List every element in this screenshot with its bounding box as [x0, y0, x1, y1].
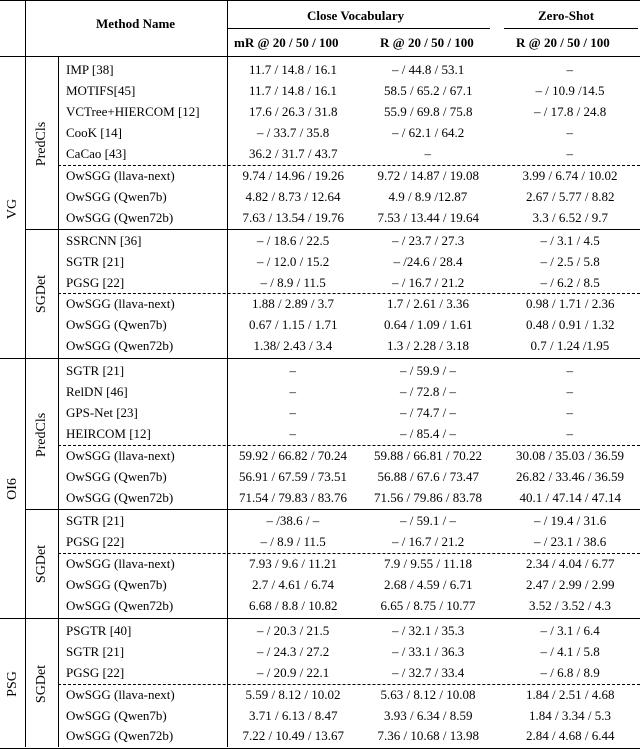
baseline-ours-separator — [58, 553, 640, 554]
table-cell-r: 5.63 / 8.12 / 10.08 — [380, 686, 476, 702]
method-name: PSGTR [40] — [66, 622, 132, 638]
task-divider — [58, 617, 59, 748]
header-col-zs: R @ 20 / 50 / 100 — [516, 35, 610, 50]
method-name: SGTR [21] — [66, 253, 125, 269]
method-name: SGTR [21] — [66, 363, 125, 379]
table-cell-r: – — [424, 145, 431, 161]
table-cell-r: – / 32.7 / 33.4 — [392, 664, 465, 680]
table-cell-r: 1.3 / 2.28 / 3.18 — [387, 338, 469, 354]
method-name: OwSGG (llava-next) — [66, 686, 175, 702]
table-cell-zs: 26.82 / 33.46 / 36.59 — [516, 469, 624, 485]
table-cell-zs: 30.08 / 35.03 / 36.59 — [516, 448, 624, 464]
table-cell-zs: 2.34 / 4.04 / 6.77 — [526, 555, 615, 571]
method-name: OwSGG (Qwen72b) — [66, 728, 174, 744]
task-divider — [58, 357, 59, 616]
table-cell-mr: 71.54 / 79.83 / 83.76 — [239, 490, 347, 505]
method-name: SGTR [21] — [66, 512, 125, 528]
task-label: SGDet — [33, 544, 49, 583]
header-close-vocabulary: Close Vocabulary — [307, 8, 405, 23]
method-name: OwSGG (llava-next) — [66, 555, 175, 571]
header-col-r: R @ 20 / 50 / 100 — [380, 35, 474, 50]
table-cell-zs: 3.52 / 3.52 / 4.3 — [529, 597, 611, 613]
baseline-ours-separator — [58, 293, 640, 294]
dataset-divider — [25, 56, 26, 357]
task-separator — [25, 229, 640, 230]
table-cell-r: 4.9 / 8.9 /12.87 — [388, 188, 468, 204]
table-cell-zs: – / 6.2 / 8.5 — [540, 274, 600, 290]
table-cell-r: – / 59.1 / – — [400, 512, 456, 528]
table-cell-r: 9.72 / 14.87 / 19.08 — [377, 167, 479, 183]
table-cell-r: – / 44.8 / 53.1 — [392, 62, 465, 77]
method-name: HEIRCOM [12] — [66, 426, 151, 442]
method-name: PGSG [22] — [66, 664, 125, 680]
table-cell-mr: – / 24.3 / 27.2 — [257, 643, 330, 659]
table-cell-mr: – / 18.6 / 22.5 — [257, 232, 330, 248]
method-name: OwSGG (Qwen7b) — [66, 576, 167, 592]
table-cell-mr: 3.71 / 6.13 / 8.47 — [249, 707, 338, 723]
header-method-name: Method Name — [96, 16, 176, 31]
table-cell-r: 0.64 / 1.09 / 1.61 — [384, 317, 473, 333]
method-divider — [227, 357, 228, 616]
dataset-divider — [25, 357, 26, 616]
table-cell-mr: – — [289, 405, 296, 421]
dataset-divider — [25, 617, 26, 748]
method-name: SGTR [21] — [66, 643, 125, 659]
table-cell-mr: 11.7 / 14.8 / 16.1 — [249, 62, 337, 77]
table-cell-mr: 59.92 / 66.82 / 70.24 — [239, 448, 347, 464]
header-col-mr: mR @ 20 / 50 / 100 — [234, 35, 339, 50]
table-cell-zs: – / 6.8 / 8.9 — [540, 664, 600, 680]
method-name: IMP [38] — [66, 62, 114, 77]
table-cell-zs: 40.1 / 47.14 / 47.14 — [519, 490, 621, 505]
dataset-separator — [0, 618, 640, 619]
table-cell-r: – / 74.7 / – — [400, 405, 456, 421]
table-cell-mr: – / 20.9 / 22.1 — [257, 664, 330, 680]
task-label: SGDet — [33, 664, 49, 704]
table-cell-zs: 1.84 / 3.34 / 5.3 — [529, 707, 611, 723]
task-label: PredCls — [33, 412, 49, 458]
table-cell-mr: 56.91 / 67.59 / 73.51 — [239, 469, 347, 485]
header-bottom-rule — [0, 56, 640, 57]
table-cell-zs: – / 2.5 / 5.8 — [540, 253, 600, 269]
table-cell-mr: 17.6 / 26.3 / 31.8 — [249, 103, 338, 119]
method-name: OwSGG (Qwen72b) — [66, 209, 174, 225]
table-cell-mr: – — [289, 384, 296, 400]
table-cell-mr: 7.22 / 10.49 / 13.67 — [242, 728, 344, 744]
method-name: CooK [14] — [66, 124, 122, 140]
method-name: OwSGG (llava-next) — [66, 167, 175, 183]
table-cell-zs: – / 23.1 / 38.6 — [534, 533, 607, 549]
table-cell-zs: 0.7 / 1.24 /1.95 — [530, 338, 610, 354]
table-cell-zs: 3.99 / 6.74 / 10.02 — [522, 167, 618, 183]
task-label: SGDet — [33, 274, 49, 313]
table-cell-zs: – — [566, 62, 573, 77]
table-cell-r: – / 32.1 / 35.3 — [392, 622, 465, 638]
table-top-rule — [0, 0, 640, 1]
table-cell-r: 58.5 / 65.2 / 67.1 — [384, 82, 473, 98]
table-cell-mr: 1.88 / 2.89 / 3.7 — [252, 296, 334, 312]
table-cell-mr: – — [289, 363, 296, 379]
table-cell-mr: 0.67 / 1.15 / 1.71 — [249, 317, 338, 333]
dataset-label: VG — [4, 198, 20, 219]
header-divider-left — [25, 0, 26, 56]
method-name: GPS-Net [23] — [66, 405, 138, 421]
method-name: OwSGG (Qwen7b) — [66, 188, 167, 204]
table-cell-zs: – / 3.1 / 6.4 — [540, 622, 600, 638]
method-name: OwSGG (llava-next) — [66, 448, 175, 464]
table-cell-mr: – / 8.9 / 11.5 — [260, 274, 326, 290]
table-cell-mr: 7.93 / 9.6 / 11.21 — [249, 555, 337, 571]
method-name: OwSGG (Qwen72b) — [66, 338, 174, 354]
table-cell-mr: 9.74 / 14.96 / 19.26 — [242, 167, 344, 183]
table-cell-r: 7.36 / 10.68 / 13.98 — [377, 728, 479, 744]
table-cell-mr: – / 8.9 / 11.5 — [260, 533, 326, 549]
table-cell-zs: 2.67 / 5.77 / 8.82 — [526, 188, 615, 204]
method-name: CaCao [43] — [66, 145, 127, 161]
table-cell-zs: – / 4.1 / 5.8 — [540, 643, 600, 659]
table-cell-zs: 3.3 / 6.52 / 9.7 — [532, 209, 608, 225]
method-divider — [227, 617, 228, 748]
table-cell-zs: – / 17.8 / 24.8 — [534, 103, 607, 119]
table-cell-mr: – / 12.0 / 15.2 — [257, 253, 330, 269]
table-cell-zs: – — [566, 124, 573, 140]
table-cell-r: 7.9 / 9.55 / 11.18 — [384, 555, 472, 571]
table-cell-mr: 36.2 / 31.7 / 43.7 — [249, 145, 338, 161]
table-cell-mr: 6.68 / 8.8 / 10.82 — [249, 597, 338, 613]
method-name: SSRCNN [36] — [66, 232, 142, 248]
table-cell-r: – / 59.9 / – — [400, 363, 456, 379]
method-name: PGSG [22] — [66, 274, 125, 290]
table-cell-mr: – / 33.7 / 35.8 — [257, 124, 330, 140]
baseline-ours-separator — [58, 165, 640, 166]
table-cell-r: 56.88 / 67.6 / 73.47 — [377, 469, 479, 485]
table-cell-r: 3.93 / 6.34 / 8.59 — [384, 707, 473, 723]
zero-shot-underline — [504, 28, 638, 29]
close-vocab-underline — [228, 28, 490, 29]
table-cell-mr: 7.63 / 13.54 / 19.76 — [242, 209, 344, 225]
baseline-ours-separator — [58, 684, 640, 685]
method-name: PGSG [22] — [66, 533, 125, 549]
table-cell-r: – / 85.4 / – — [400, 426, 456, 442]
table-cell-mr: 1.38/ 2.43 / 3.4 — [253, 338, 333, 354]
method-name: OwSGG (Qwen72b) — [66, 597, 174, 613]
table-cell-r: – / 33.1 / 36.3 — [392, 643, 465, 659]
table-cell-r: 2.68 / 4.59 / 6.71 — [384, 576, 473, 592]
table-cell-mr: 11.7 / 14.8 / 16.1 — [249, 82, 337, 98]
table-cell-r: 59.88 / 66.81 / 70.22 — [374, 448, 482, 464]
table-cell-mr: 4.82 / 8.73 / 12.64 — [245, 188, 341, 204]
table-cell-zs: – / 19.4 / 31.6 — [534, 512, 607, 528]
table-cell-r: – / 23.7 / 27.3 — [392, 232, 465, 248]
table-cell-zs: – — [566, 426, 573, 442]
table-cell-r: – / 16.7 / 21.2 — [392, 274, 465, 290]
table-cell-zs: – — [566, 363, 573, 379]
table-cell-mr: 5.59 / 8.12 / 10.02 — [245, 686, 341, 702]
table-cell-zs: – — [566, 405, 573, 421]
dataset-separator — [0, 358, 640, 359]
method-name: OwSGG (Qwen7b) — [66, 707, 167, 723]
table-cell-r: – /24.6 / 28.4 — [393, 253, 463, 269]
table-cell-zs: 2.84 / 4.68 / 6.44 — [526, 728, 615, 744]
table-cell-mr: 2.7 / 4.61 / 6.74 — [252, 576, 334, 592]
table-cell-r: – / 62.1 / 64.2 — [392, 124, 465, 140]
header-zero-shot: Zero-Shot — [538, 8, 595, 23]
table-cell-mr: – — [289, 426, 296, 442]
table-cell-zs: 0.48 / 0.91 / 1.32 — [526, 317, 615, 333]
table-cell-r: 71.56 / 79.86 / 83.78 — [374, 490, 482, 505]
table-cell-zs: – — [566, 145, 573, 161]
table-cell-zs: 2.47 / 2.99 / 2.99 — [526, 576, 615, 592]
task-divider — [58, 56, 59, 357]
task-label: PredCls — [33, 122, 49, 167]
method-name: OwSGG (Qwen7b) — [66, 469, 167, 485]
task-separator — [25, 509, 640, 510]
table-cell-r: 7.53 / 13.44 / 19.64 — [377, 209, 479, 225]
table-cell-zs: – / 10.9 /14.5 — [535, 82, 605, 98]
table-cell-zs: – / 3.1 / 4.5 — [540, 232, 600, 248]
table-cell-r: 6.65 / 8.75 / 10.77 — [380, 597, 476, 613]
table-cell-mr: – /38.6 / – — [266, 512, 320, 528]
dataset-label: PSG — [4, 671, 20, 697]
table-cell-zs: 1.84 / 2.51 / 4.68 — [526, 686, 615, 702]
baseline-ours-separator — [58, 445, 640, 446]
table-cell-r: – / 72.8 / – — [400, 384, 456, 400]
table-cell-zs: – — [566, 384, 573, 400]
table-cell-mr: – / 20.3 / 21.5 — [257, 622, 330, 638]
header-divider-method — [227, 0, 228, 56]
table-cell-r: 55.9 / 69.8 / 75.8 — [384, 103, 473, 119]
method-name: OwSGG (Qwen72b) — [66, 490, 174, 505]
dataset-label: OI6 — [4, 478, 20, 500]
method-name: MOTIFS[45] — [66, 82, 136, 98]
method-name: OwSGG (llava-next) — [66, 296, 175, 312]
method-name: VCTree+HIERCOM [12] — [66, 103, 200, 119]
method-divider — [227, 56, 228, 357]
table-cell-r: – / 16.7 / 21.2 — [392, 533, 465, 549]
table-cell-r: 1.7 / 2.61 / 3.36 — [387, 296, 469, 312]
table-cell-zs: 0.98 / 1.71 / 2.36 — [526, 296, 615, 312]
method-name: RelDN [46] — [66, 384, 128, 400]
method-name: OwSGG (Qwen7b) — [66, 317, 167, 333]
